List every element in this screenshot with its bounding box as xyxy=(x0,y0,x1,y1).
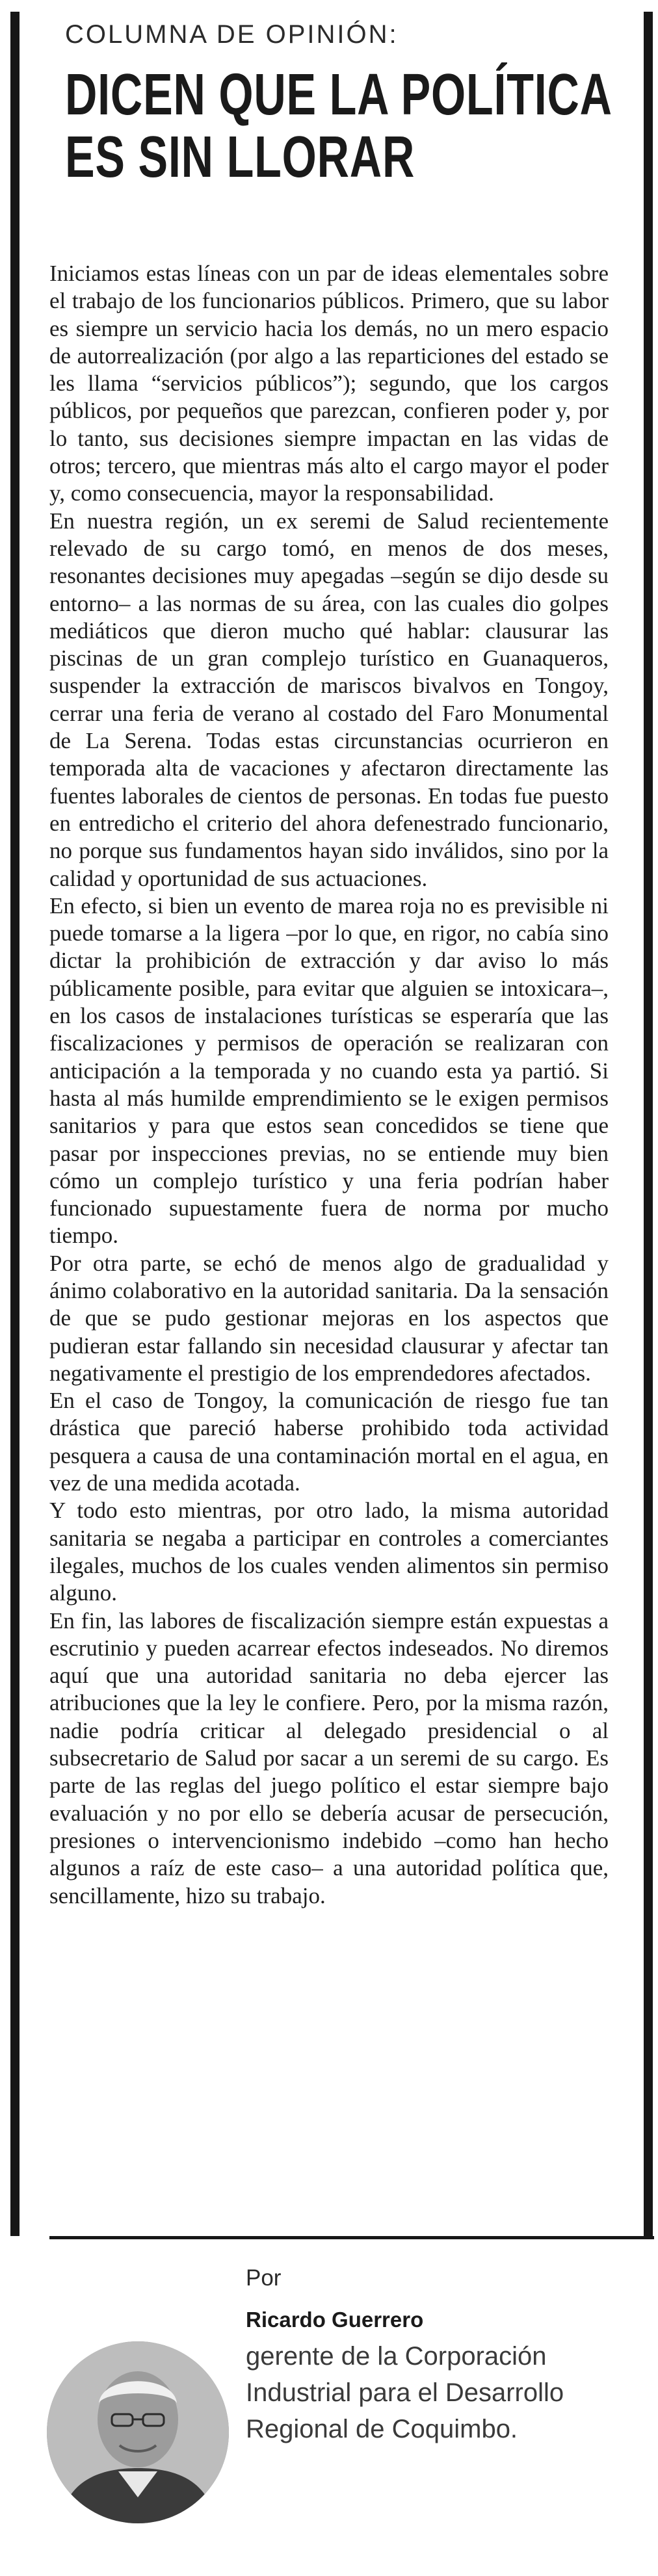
paragraph-4: Por otra parte, se echó de menos algo de gradualidad y ánimo colaborativo en la autoridad sanitaria. Da la sensación de que se pudo gestionar mejoras en los aspectos que pudieran estar fallando sin necesidad clausurar y afectar tan negativamente el prestigio de los emprendedores afectados. xyxy=(49,1250,609,1386)
paragraph-2: En nuestra región, un ex seremi de Salud recientemente relevado de su cargo tomó, en menos de dos meses, resonantes decisiones muy apegadas –según se dijo desde su entorno– a las normas de su área, con las cuales dio golpes mediáticos que dieron mucho qué hablar: clausurar las piscinas de un gran complejo turístico en Guanaqueros, suspender la extracción de mariscos bivalvos en Tongoy, cerrar una feria de verano al costado del Faro Monumental de La Serena. Todas estas circunstancias ocurrieron en temporada alta de vacaciones y afectaron directamente las fuentes laborales de cientos de personas. En todas fue puesto en entredicho el criterio del ahora defenestrado funcionario, no porque sus fundamentos hayan sido inválidos, sino por la calidad y oportunidad de sus actuaciones. xyxy=(49,508,609,891)
article-body xyxy=(49,260,609,1910)
author-role-line-2: Industrial para el Desarrollo xyxy=(246,2378,564,2407)
author-role-line-3: Regional de Coquimbo. xyxy=(246,2415,518,2443)
paragraph-5: En el caso de Tongoy, la comunicación de riesgo fue tan drástica que pareció haberse prohibido toda actividad pesquera a causa de una contaminación mortal en el agua, en vez de una medida acotada. xyxy=(49,1388,609,1496)
section-kicker: COLUMNA DE OPINIÓN: xyxy=(65,20,399,49)
author-role xyxy=(246,2338,636,2447)
column-header xyxy=(20,20,644,189)
byline-divider xyxy=(49,2236,654,2239)
author-name: Ricardo Guerrero xyxy=(246,2308,424,2332)
headline-text: DICEN QUE LA POLÍTICA ES SIN LLORAR xyxy=(65,62,611,190)
author-portrait xyxy=(47,2341,229,2523)
frame-gap-right xyxy=(635,2236,654,2574)
author-portrait-icon xyxy=(47,2341,229,2523)
paragraph-6: Y todo esto mientras, por otro lado, la misma autoridad sanitaria se negaba a participar en controles a comerciantes ilegales, muchos de los cuales venden alimentos sin permiso alguno. xyxy=(49,1498,609,1606)
paragraph-7: En fin, las labores de fiscalización siempre están expuestas a escrutinio y pueden acarrear efectos indeseados. No diremos aquí que una autoridad sanitaria no deba ejercer las atribuciones que la ley le confiere. Pero, por la misma razón, nadie podría criticar al delegado presidencial o al subsecretario de Salud por sacar a un seremi de su cargo. Es parte de las reglas del juego político el estar siempre bajo evaluación y no por ello se debería acusar de persecución, presiones o intervencionismo indebido –como han hecho algunos a raíz de este caso– a una autoridad política que, sencillamente, hizo su trabajo. xyxy=(49,1607,609,1908)
paragraph-1: Iniciamos estas líneas con un par de ideas elementales sobre el trabajo de los funcionarios públicos. Primero, que su labor es siempre un servicio hacia los demás, no un mero espacio de autorrealización (por algo a las reparticiones del estado se les llama “servicios públicos”); segundo, que los cargos públicos, por pequeños que parezcan, confieren poder y, por lo tanto, sus decisiones siempre impactan en las vidas de otros; tercero, que mientras más alto el cargo mayor el poder y, como consecuencia, mayor la responsabilidad. xyxy=(49,261,609,506)
paragraph-3: En efecto, si bien un evento de marea roja no es previsible ni puede tomarse a la ligera –por lo que, en rigor, no cabía sino dictar la prohibición de extracción y dar aviso lo más públicamente posible, para evitar que alguien se intoxicara–, en los casos de instalaciones turísticas se esperaría que las fiscalizaciones y permisos de operación se realizaran con anticipación a la temporada y no cuando esta ya partió. Si hasta al más humilde emprendimiento se le exigen permisos sanitarios y para que estos sean concedidos se tiene que pasar por inspecciones previas, no se entiende muy bien cómo un complejo turístico y una feria podrían haber funcionado supuestamente fuera de norma por mucho tiempo. xyxy=(49,892,609,1249)
byline xyxy=(246,2264,636,2447)
frame-gap-left xyxy=(10,2236,49,2574)
author-role-line-1: gerente de la Corporación xyxy=(246,2342,547,2371)
article-headline xyxy=(65,64,638,189)
byline-label: Por xyxy=(246,2265,282,2291)
